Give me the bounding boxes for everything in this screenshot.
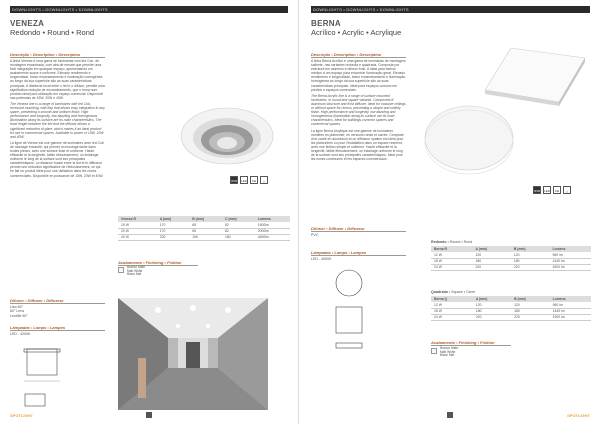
- table-cell: 180: [511, 308, 550, 314]
- lamps-value: LED - 4000K: [311, 257, 332, 261]
- square-label: Quadrado: [431, 290, 448, 294]
- description-heading: Descrição • Description • Description: [311, 52, 382, 57]
- technical-drawing-round: [331, 268, 371, 300]
- technical-drawing-side: [331, 340, 371, 352]
- table-header: B (mm): [511, 296, 550, 302]
- cutout-drawing: [22, 392, 52, 410]
- description-en: The Berna Acrylic line is a range of surface mounted luminaires, in round and square variants. Composed of aluminum structure and frost diffuser. Ideal for massive ceilings or without space for recess, presenting a simple and orderly finish. High performance and longevity, low dazzling and homogeneous illumination along its surface are its main characteristics. Ideal for buildings common spaces and commercial spaces.: [311, 93, 406, 127]
- lamps-heading: Lâmpadas • Lamps • Lampes: [10, 325, 66, 330]
- table-cell: 20 W: [118, 228, 157, 234]
- table-cell: 18 W: [431, 308, 473, 314]
- table-header: Veneza R: [118, 216, 157, 222]
- table-header: Berna Q: [431, 296, 473, 302]
- ip-rating-icon: IP20: [230, 176, 238, 184]
- technical-drawing: [22, 345, 67, 390]
- table-cell: 1900 lm: [550, 314, 591, 320]
- table-header: B (mm): [189, 216, 222, 222]
- table-cell: 170: [157, 228, 190, 234]
- warning-icon: △: [563, 186, 571, 194]
- table-cell: 960 lm: [549, 252, 591, 258]
- finish-line: Branco Mate: [440, 346, 459, 350]
- finish-swatch-white: [431, 348, 437, 354]
- table-cell: 2000lm: [255, 228, 290, 234]
- table-cell: 180: [473, 308, 511, 314]
- table-cell: 106: [189, 234, 222, 240]
- table-cell: 40 W: [118, 234, 157, 240]
- diffuser-heading: Difusor • Diffuser • Diffuseur: [10, 298, 64, 303]
- table-header: Lumens: [255, 216, 290, 222]
- table-cell: 1440 lm: [550, 308, 591, 314]
- table-cell: 65: [189, 228, 222, 234]
- left-page: [0, 0, 299, 424]
- description-fr: La ligne Berna Acrylique est une gamme de luminaires montées en plafonnier, en versions ronde et carrée. Composé d'un cadre en aluminium et un diffuseur opaline est idéal pour les plafonniers ou pour l'installation dans un espace restreint, avec une finition simple et uniforme. Haute efficacité et la longévité, faible éblouissement, un éclairage uniforme le long de la surface sont ses principales caractéristiques. Idéal pour les zones communes et les espaces commerciaux.: [311, 128, 404, 162]
- page-marker: [146, 412, 152, 418]
- header-bar: [311, 6, 590, 13]
- table-cell: 4400lm: [255, 234, 290, 240]
- description-en: The Veneza line is a range of luminaires with led Cob, recessed mounting, with flap that allows easy integration in any space, presenting a smooth and uniform finish. High performance and longevity, low dazzling and homogenous illumination along its surface are its main characteristics. The focal length between the led and the diffuser allows a significant reduction of glare, which makes it an ideal product for use in commercial spaces. Available in power of 15W, 20W and 40W.: [10, 101, 105, 139]
- table-cell: 180: [222, 234, 255, 240]
- brand-logo: SPOTLIGHT: [567, 413, 590, 418]
- technical-drawing-square: [331, 304, 371, 336]
- product-photo-downlight: [175, 98, 275, 170]
- round-label-rest: • Round • Rond: [446, 240, 473, 244]
- round-variant-label: [431, 240, 472, 244]
- divider: [311, 57, 406, 58]
- table-header: A (mm): [157, 216, 190, 222]
- product-title: BERNA: [311, 19, 341, 28]
- diffuser-heading: Difusor • Diffuser • Diffuseur: [311, 226, 365, 231]
- description-text: [10, 59, 105, 180]
- table-header: A (mm): [473, 246, 511, 252]
- table-cell: 12 W: [431, 252, 473, 258]
- spec-table: [118, 216, 290, 241]
- led-icon: LED: [240, 176, 248, 184]
- table-cell: 220: [473, 314, 511, 320]
- table-cell: 15 W: [118, 222, 157, 228]
- table-header: A (mm): [473, 296, 511, 302]
- spec-table-square: [431, 296, 591, 321]
- finish-swatch-white: [118, 267, 124, 273]
- warning-icon: △: [260, 176, 268, 184]
- table-cell: 230: [157, 234, 190, 240]
- diffuser-line: Liso 60°: [10, 305, 24, 309]
- finish-line: Blanc Mat: [127, 272, 142, 277]
- finish-line: Branco Mate: [127, 265, 146, 269]
- ip-rating-icon: IP20: [533, 186, 541, 194]
- table-cell: 1440 lm: [549, 258, 591, 264]
- finish-line: Matt White: [440, 349, 456, 354]
- table-cell: 960 lm: [550, 302, 591, 308]
- finish-line: Matt White: [127, 268, 143, 273]
- square-label-rest: • Square • Carré: [447, 290, 476, 294]
- divider: [311, 255, 406, 256]
- table-cell: 120: [511, 302, 550, 308]
- description-text: [311, 59, 406, 163]
- product-subtitle: Redondo • Round • Rond: [10, 28, 95, 37]
- diffuser-value: PVC: [311, 233, 319, 237]
- product-photo-round: [419, 98, 519, 178]
- ce-mark-icon: CE: [553, 186, 561, 194]
- table-header: B (mm): [511, 246, 550, 252]
- table-cell: 180: [511, 258, 550, 264]
- description-heading: Descrição • Description • Description: [10, 52, 81, 57]
- table-cell: 120: [473, 302, 511, 308]
- table-cell: 18 W: [431, 258, 473, 264]
- table-cell: 220: [511, 314, 550, 320]
- divider: [10, 303, 105, 304]
- round-label: Redondo: [431, 240, 447, 244]
- certification-icons: [533, 186, 571, 194]
- description-pt: A linha Veneza é uma gama de luminárias com led Cob, de montagem encastrada, com aba de remate que permite uma fácil integração em qualquer espaço, apresentando um acabamento suave e uniforme. Elevado rendimento e longevidade, baixo encandeamento e iluminação homogénea ao longo da sua superfície são as suas características principais. A distância focal entre o led e o difusor, permite uma significativa redução de encandeamento, que o torna num produto ideal para utilização em espaço comercial. Disponível nas potências de 15W, 20W e 40W.: [10, 59, 105, 100]
- table-cell: 220: [473, 264, 511, 270]
- table-header: C (mm): [222, 216, 255, 222]
- lamps-heading: Lâmpadas • Lamps • Lampes: [311, 250, 367, 255]
- table-cell: 12 W: [431, 302, 473, 308]
- table-cell: 82: [222, 222, 255, 228]
- table-cell: 220: [511, 264, 550, 270]
- table-cell: 65: [189, 222, 222, 228]
- table-cell: 1900 lm: [549, 264, 591, 270]
- table-cell: 24 W: [431, 264, 473, 270]
- table-cell: 170: [157, 222, 190, 228]
- table-header: Lumens: [550, 296, 591, 302]
- breadcrumb: DOWNLIGHTS • DOWNLIGHTS • DOWNLIGHTS: [12, 7, 108, 12]
- breadcrumb: DOWNLIGHTS • DOWNLIGHTS • DOWNLIGHTS: [313, 7, 409, 12]
- finish-heading: Acabamento • Finishing • Finition: [118, 260, 182, 265]
- diffuser-line: 60° Lens: [10, 309, 25, 314]
- table-cell: 1500lm: [255, 222, 290, 228]
- table-cell: 82: [222, 228, 255, 234]
- led-icon: LED: [543, 186, 551, 194]
- divider: [311, 231, 406, 232]
- lamps-value: LED - 4200K: [10, 332, 31, 336]
- ce-mark-icon: CE: [250, 176, 258, 184]
- square-variant-label: [431, 290, 475, 294]
- certification-icons: [230, 176, 268, 184]
- table-row: [118, 234, 290, 240]
- description-pt: A linha Berna Acrílico é uma gama de luminárias de montagem saliente, nas variantes redonda e quadrada. Composta por estrutura em alumínio e difusor frost. A ideal para fachos médios a um espaço para encontrar iluminação geral. Elevado rendimento e longevidade, baixo encandeamento e iluminação homogénea ao longo da sua superfície são as suas características principais. Ideal para espaços comuns em prédios e espaços comerciais.: [311, 59, 406, 92]
- table-cell: 120: [473, 252, 511, 258]
- table-cell: 180: [473, 258, 511, 264]
- brand-logo: SPOTLIGHT: [10, 413, 33, 418]
- table-header: Lumens: [549, 246, 591, 252]
- application-photo-corridor: [118, 298, 268, 410]
- product-title: VENEZA: [10, 19, 45, 28]
- spec-table-round: [431, 246, 591, 271]
- table-cell: 120: [511, 252, 550, 258]
- finish-values: [127, 266, 145, 277]
- header-bar: [10, 6, 288, 13]
- table-row: [431, 314, 591, 320]
- right-page: [301, 0, 600, 424]
- divider: [10, 330, 105, 331]
- page-marker: [447, 412, 453, 418]
- finish-line: Blanc Mat: [440, 353, 455, 358]
- table-header: Berna R: [431, 246, 473, 252]
- table-cell: 24 W: [431, 314, 473, 320]
- table-row: [431, 264, 591, 270]
- diffuser-line: Lentille 60°: [10, 313, 28, 318]
- description-fr: La ligne de Venise est une gamme de luminaires avec led Cob de montage encastré, qui permet un montage facile dans toutes pièces, avec une surface lisse et uniforme. Haute efficacité et la longévité, faible éblouissement, un éclairage uniforme le long de la surface sont ses principales caractéristiques. La distance focale entre la led et le diffuseur permet une réduction significative de l'éblouissement, ce qui en fait un produit idéal pour une utilisation dans les zones commerciales. Disponible en puissance de 15W, 20W et 40W.: [10, 140, 104, 178]
- divider: [10, 57, 105, 58]
- finish-values: [440, 347, 458, 358]
- product-subtitle: Acrílico • Acrylic • Acrylique: [311, 28, 402, 37]
- finish-heading: Acabamento • Finishing • Finition: [431, 340, 495, 345]
- diffuser-values: [10, 305, 28, 318]
